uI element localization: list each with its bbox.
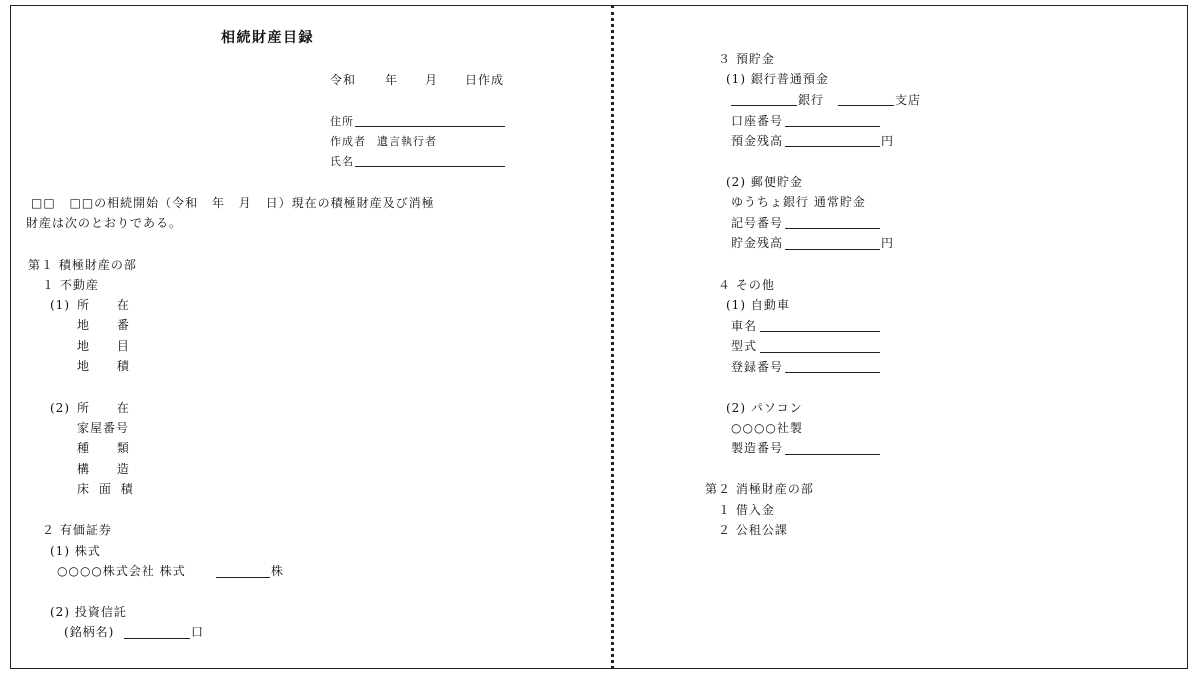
liability-loans: １ 借入金 — [718, 503, 775, 517]
bank-unit: 銀行 — [798, 93, 825, 107]
savings-balance-line — [785, 249, 880, 250]
postal-bank: ゆうちょ銀行 通常貯金 — [731, 195, 866, 209]
deposit-balance-line — [785, 146, 880, 147]
creator-label: 作成者 — [330, 135, 366, 148]
deposit-balance-label: 預金残高 — [731, 134, 784, 148]
name-line — [355, 166, 505, 167]
land-lot-number: 地 番 — [77, 318, 130, 332]
building-num: (2) — [50, 401, 70, 415]
savings-yen: 円 — [881, 236, 895, 250]
registration-label: 登録番号 — [731, 360, 784, 374]
address-label: 住所 — [330, 115, 354, 128]
registration-line — [785, 372, 880, 373]
creator-role: 遺言執行者 — [377, 135, 437, 148]
trust-unit: 口 — [191, 625, 205, 639]
land-area: 地 積 — [77, 359, 130, 373]
real-estate-heading: １ 不動産 — [42, 278, 99, 292]
postal-heading: (2) 郵便貯金 — [726, 175, 803, 189]
address-line — [355, 126, 505, 127]
document-frame — [10, 5, 1188, 669]
pc-heading: (2) パソコン — [726, 401, 803, 415]
building-structure: 構 造 — [77, 462, 130, 476]
date-day-created: 日作成 — [465, 73, 505, 87]
document-title: 相続財産目録 — [221, 30, 314, 46]
date-era: 令和 — [330, 73, 357, 87]
savings-heading: ３ 預貯金 — [718, 52, 775, 66]
savings-balance-label: 貯金残高 — [731, 236, 784, 250]
car-heading: (1) 自動車 — [726, 298, 790, 312]
bank-heading: (1) 銀行普通預金 — [726, 72, 829, 86]
securities-heading: ２ 有価証券 — [42, 523, 112, 537]
building-location: 所 在 — [77, 401, 130, 415]
serial-number-line — [785, 454, 880, 455]
car-name-line — [760, 331, 880, 332]
pc-maker: ○○○○社製 — [731, 421, 803, 435]
symbol-number-label: 記号番号 — [731, 216, 784, 230]
branch-name-line — [838, 105, 894, 106]
account-number-label: 口座番号 — [731, 114, 784, 128]
intro-line-2: 財産は次のとおりである。 — [26, 216, 183, 230]
car-name-label: 車名 — [731, 319, 758, 333]
intro-line-1: □□ □□の相続開始（令和 年 月 日）現在の積極財産及び消極 — [31, 196, 435, 210]
page-divider — [611, 5, 614, 669]
account-number-line — [785, 126, 880, 127]
trust-heading: (2) 投資信託 — [50, 605, 127, 619]
model-line — [760, 352, 880, 353]
building-house-number: 家屋番号 — [77, 421, 130, 435]
liability-taxes: ２ 公租公課 — [718, 523, 788, 537]
stocks-company: ○○○○株式会社 株式 — [57, 564, 186, 578]
date-month: 月 — [425, 73, 439, 87]
building-floor-area: 床 面 積 — [77, 482, 134, 496]
land-num: (1) — [50, 298, 70, 312]
branch-unit: 支店 — [895, 93, 922, 107]
trust-brand-label: (銘柄名) — [64, 625, 115, 639]
other-heading: ４ その他 — [718, 278, 775, 292]
building-type: 種 類 — [77, 441, 130, 455]
model-label: 型式 — [731, 339, 758, 353]
section2-heading: 第２ 消極財産の部 — [705, 482, 814, 496]
symbol-number-line — [785, 228, 880, 229]
stocks-unit: 株 — [271, 564, 285, 578]
bank-name-line — [731, 105, 797, 106]
stocks-amount-line — [216, 577, 270, 578]
land-category: 地 目 — [77, 339, 130, 353]
stocks-heading: (1) 株式 — [50, 544, 101, 558]
section1-heading: 第１ 積極財産の部 — [28, 258, 137, 272]
name-label: 氏名 — [330, 155, 354, 168]
land-location: 所 在 — [77, 298, 130, 312]
serial-number-label: 製造番号 — [731, 441, 784, 455]
deposit-yen: 円 — [881, 134, 895, 148]
date-year: 年 — [385, 73, 399, 87]
trust-amount-line — [124, 638, 190, 639]
